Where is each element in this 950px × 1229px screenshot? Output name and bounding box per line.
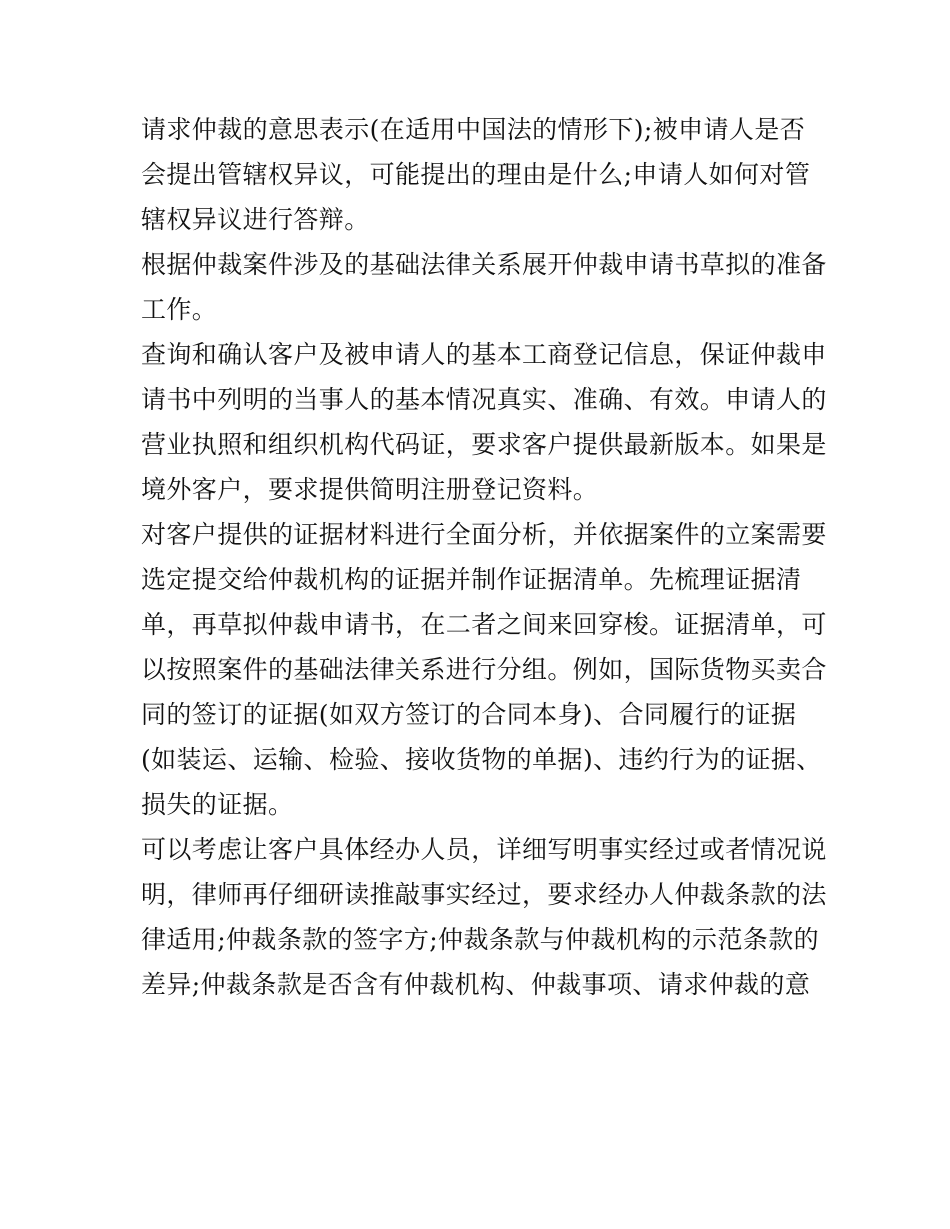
text-line: 同的签订的证据(如双方签订的合同本身)、合同履行的证据 — [141, 700, 797, 729]
text-line: 单，再草拟仲裁申请书，在二者之间来回穿梭。证据清单，可 — [141, 610, 827, 639]
text-line: 差异;仲裁条款是否含有仲裁机构、仲裁事项、请求仲裁的意 — [141, 970, 811, 999]
text-line: 根据仲裁案件涉及的基础法律关系展开仲裁申请书草拟的准备 — [141, 250, 827, 279]
text-line: 律适用;仲裁条款的签字方;仲裁条款与仲裁机构的示范条款的 — [141, 925, 820, 954]
text-line: 请书中列明的当事人的基本情况真实、准确、有效。申请人的 — [141, 385, 827, 414]
text-line: 境外客户，要求提供简明注册登记资料。 — [141, 475, 599, 504]
text-line: 查询和确认客户及被申请人的基本工商登记信息，保证仲裁申 — [141, 340, 827, 369]
text-line: 工作。 — [141, 295, 218, 324]
text-line: 营业执照和组织机构代码证，要求客户提供最新版本。如果是 — [141, 430, 827, 459]
text-line: 损失的证据。 — [141, 790, 294, 819]
text-line: 选定提交给仲裁机构的证据并制作证据清单。先梳理证据清 — [141, 565, 802, 594]
text-line: 请求仲裁的意思表示(在适用中国法的情形下);被申请人是否 — [141, 115, 806, 144]
text-line: (如装运、运输、检验、接收货物的单据)、违约行为的证据、 — [141, 745, 822, 774]
text-line: 以按照案件的基础法律关系进行分组。例如，国际货物买卖合 — [141, 655, 827, 684]
text-line: 会提出管辖权异议，可能提出的理由是什么;申请人如何对管 — [141, 160, 811, 189]
text-line: 对客户提供的证据材料进行全面分析，并依据案件的立案需要 — [141, 520, 827, 549]
text-line: 辖权异议进行答辩。 — [141, 205, 370, 234]
text-line: 明，律师再仔细研读推敲事实经过，要求经办人仲裁条款的法 — [141, 880, 827, 909]
document-body — [141, 107, 827, 1007]
text-line: 可以考虑让客户具体经办人员，详细写明事实经过或者情况说 — [141, 835, 827, 864]
